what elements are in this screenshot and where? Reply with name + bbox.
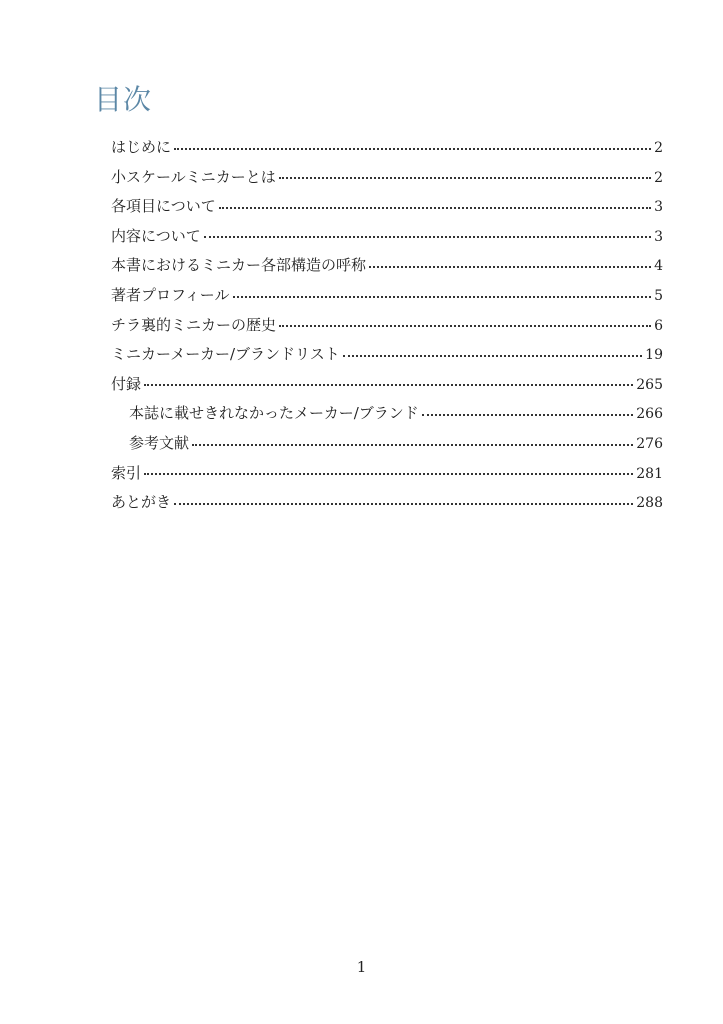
toc-entry-brand-list[interactable] [111,340,663,370]
toc-entry-page: 5 [654,287,663,304]
toc-entry-author-profile[interactable] [111,281,663,311]
toc-entry-page: 276 [636,435,663,452]
toc-entry-title: はじめに [111,138,172,156]
toc-entry-title: 参考文献 [129,433,190,452]
toc-entry-page: 2 [654,169,663,186]
toc-entry-page: 3 [654,228,663,245]
toc-entry-part-names[interactable] [111,251,663,281]
dot-leader [192,443,633,446]
toc-entry-history[interactable] [111,311,663,341]
toc-entry-title: 著者プロフィール [111,285,230,304]
dot-leader [422,413,634,416]
toc-entry-title: あとがき [111,493,172,512]
dot-leader [343,354,642,357]
dot-leader [174,147,651,150]
toc-entry-small-scale-minicar[interactable] [111,163,663,193]
dot-leader [174,502,633,505]
toc-entry-title: 索引 [111,463,142,482]
dot-leader [233,295,652,298]
toc-entry-index[interactable] [111,459,663,489]
table-of-contents [111,133,663,518]
dot-leader [144,472,633,475]
toc-entry-page: 265 [636,376,663,393]
toc-entry-title: 各項目について [111,197,216,216]
toc-entry-page: 266 [636,406,663,423]
toc-entry-unlisted-brands[interactable] [111,399,663,429]
toc-entry-title: 本誌に載せきれなかったメーカー/ブランド [129,404,419,423]
toc-entry-page: 19 [645,347,663,364]
toc-entry-page: 2 [654,140,663,156]
toc-entry-title: チラ裏的ミニカーの歴史 [111,315,277,334]
toc-entry-page: 4 [654,258,663,275]
toc-entry-title: 付録 [111,374,142,393]
toc-entry-title: ミニカーメーカー/ブランドリスト [111,345,340,364]
toc-entry-title: 本書におけるミニカー各部構造の呼称 [111,256,367,275]
toc-heading: 目次 [94,83,153,116]
toc-entry-about-items[interactable] [111,192,663,222]
dot-leader [204,235,651,238]
dot-leader [369,265,651,268]
toc-entry-introduction[interactable] [111,133,663,163]
toc-entry-about-contents[interactable] [111,222,663,252]
toc-entry-title: 内容について [111,226,201,245]
toc-entry-title: 小スケールミニカーとは [111,167,276,186]
toc-entry-page: 6 [654,317,663,334]
toc-entry-page: 281 [636,465,663,482]
dot-leader [219,206,651,209]
dot-leader [279,324,651,327]
dot-leader [279,176,651,179]
toc-entry-page: 288 [636,495,663,512]
dot-leader [144,383,633,386]
toc-entry-page: 3 [654,199,663,216]
page-number: 1 [356,958,367,976]
toc-entry-references[interactable] [111,429,663,459]
toc-entry-appendix[interactable] [111,370,663,400]
toc-entry-afterword[interactable] [111,488,663,518]
